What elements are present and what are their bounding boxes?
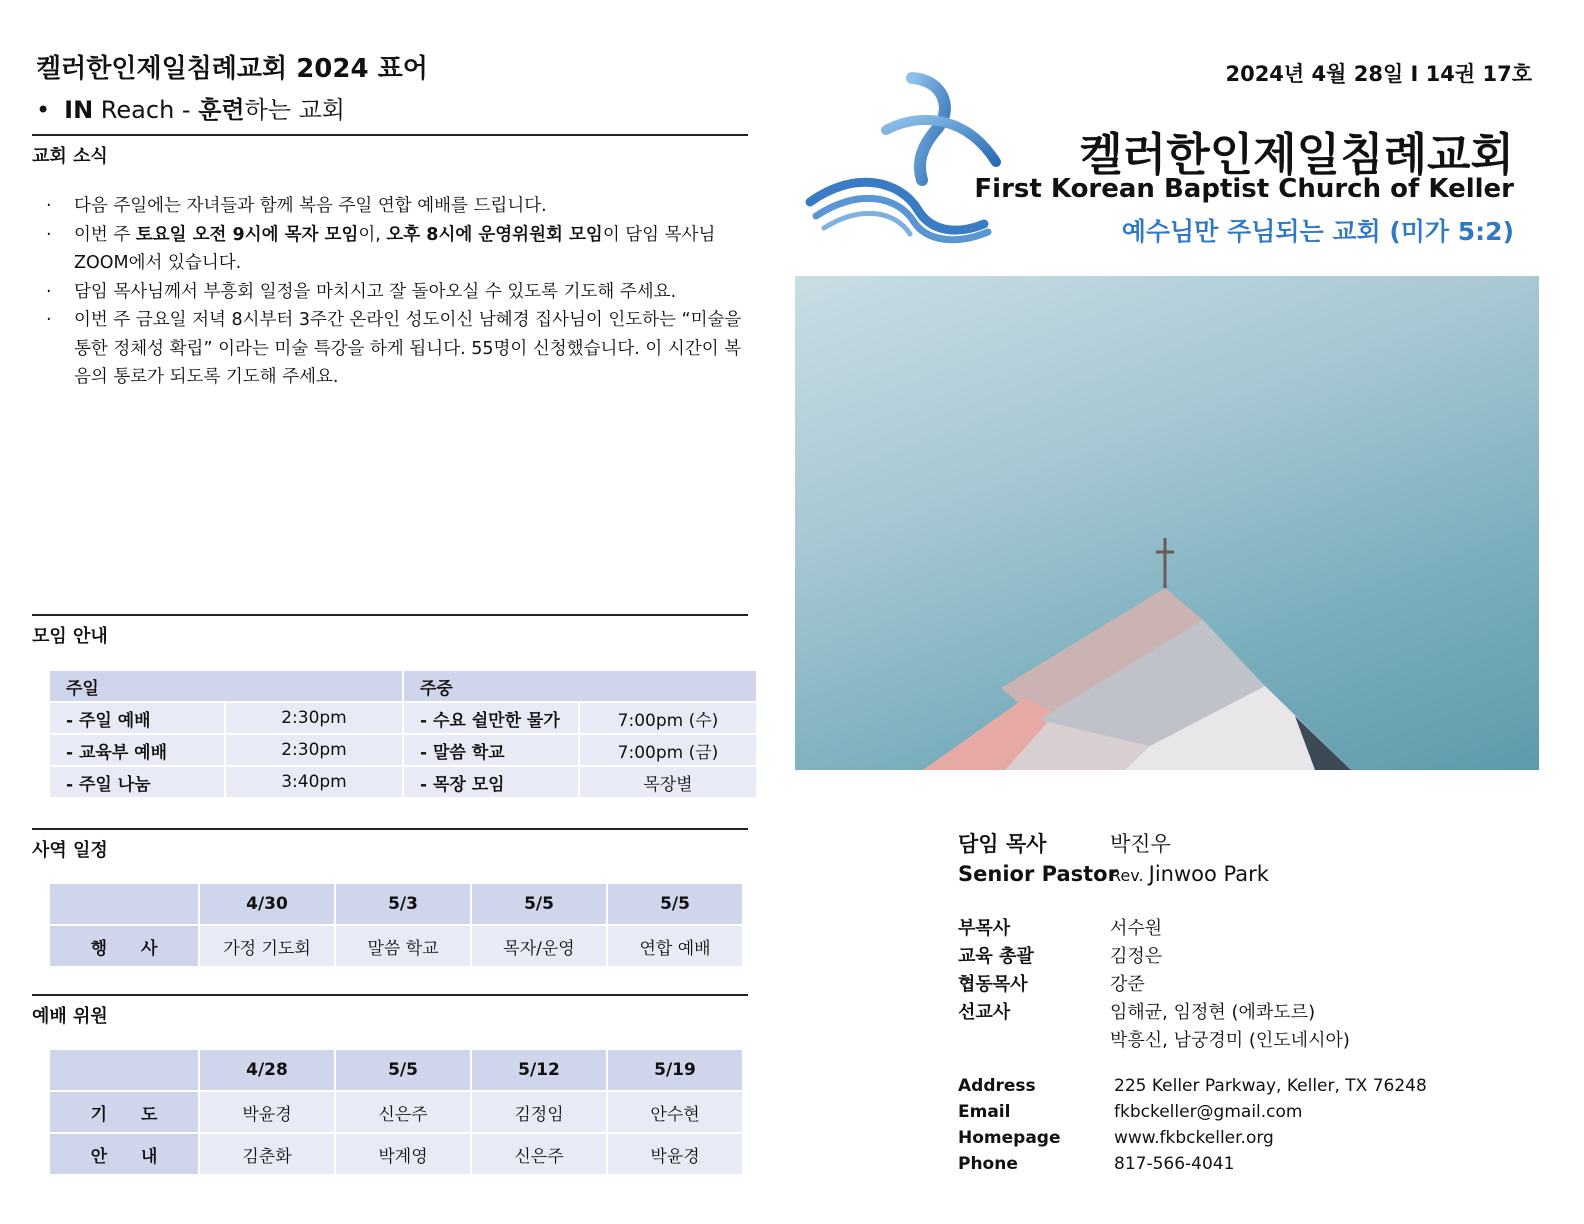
prayer-label: 기 도 xyxy=(50,1092,198,1132)
news-list xyxy=(46,192,746,392)
meeting-time: 3:40pm xyxy=(226,767,402,797)
church-logo xyxy=(804,70,1004,254)
worship-title: 예배 위원 xyxy=(32,1006,108,1027)
prayer-name: 김정임 xyxy=(472,1092,606,1132)
table-row xyxy=(50,767,756,797)
worship-date: 5/12 xyxy=(472,1050,606,1090)
meeting-name: - 말씀 학교 xyxy=(404,735,578,765)
associate-pastor-name: 서수원 xyxy=(1110,918,1163,939)
news-item xyxy=(46,306,746,392)
worship-date: 5/5 xyxy=(336,1050,470,1090)
meeting-time: 2:30pm xyxy=(226,703,402,733)
usher-label: 안 내 xyxy=(50,1134,198,1174)
senior-pastor-en-name xyxy=(1110,862,1269,886)
church-name-english: First Korean Baptist Church of Keller xyxy=(974,174,1514,204)
usher-name: 신은주 xyxy=(472,1134,606,1174)
motto-line xyxy=(36,90,345,125)
schedule-date: 4/30 xyxy=(200,884,334,924)
missionary-names: 박흥신, 남궁경미 (인도네시아) xyxy=(1110,1030,1350,1051)
worship-date: 5/19 xyxy=(608,1050,742,1090)
education-director-label: 교육 총괄 xyxy=(958,946,1034,967)
meeting-name: - 목장 모임 xyxy=(404,767,578,797)
usher-name: 박윤경 xyxy=(608,1134,742,1174)
motto-church: 하는 교회 xyxy=(244,96,345,124)
associate-pastor-label: 부목사 xyxy=(958,918,1011,939)
meeting-name: - 교육부 예배 xyxy=(50,735,224,765)
meeting-time: 7:00pm (금) xyxy=(580,735,756,765)
news-text: 다음 주일에는 자녀들과 함께 복음 주일 연합 예배를 드립니다. xyxy=(74,196,547,216)
phone-label: Phone xyxy=(958,1154,1018,1174)
news-item xyxy=(46,192,746,221)
homepage-label: Homepage xyxy=(958,1128,1061,1148)
motto-title: 켈러한인제일침례교회 2024 표어 xyxy=(36,54,428,84)
usher-name: 김춘화 xyxy=(200,1134,334,1174)
divider xyxy=(32,134,748,136)
senior-pastor-en-label: Senior Pastor xyxy=(958,862,1118,886)
missionary-names: 임해균, 임정현 (에콰도르) xyxy=(1110,1002,1316,1023)
cooperating-pastor-label: 협동목사 xyxy=(958,974,1028,995)
worship-date: 4/28 xyxy=(200,1050,334,1090)
sunday-header: 주일 xyxy=(50,671,402,701)
bullet: · xyxy=(46,196,52,216)
schedule-row-label: 행 사 xyxy=(50,926,198,966)
table-row xyxy=(50,926,742,966)
prayer-name: 박윤경 xyxy=(200,1092,334,1132)
news-text: 담임 목사님께서 부흥회 일정을 마치시고 잘 돌아오실 수 있도록 기도해 주세요. xyxy=(74,281,677,302)
motto-reach: Reach - xyxy=(93,96,199,124)
schedule-table xyxy=(48,882,744,968)
table-row xyxy=(50,1092,742,1132)
bullet: · xyxy=(46,281,52,302)
divider xyxy=(32,614,748,616)
schedule-date: 5/3 xyxy=(336,884,470,924)
schedule-date: 5/5 xyxy=(472,884,606,924)
table-row xyxy=(50,1134,742,1174)
divider xyxy=(32,994,748,996)
divider xyxy=(32,828,748,830)
schedule-event: 가정 기도회 xyxy=(200,926,334,966)
meeting-time: 2:30pm xyxy=(226,735,402,765)
church-slogan: 예수님만 주님되는 교회 (미가 5:2) xyxy=(1121,217,1514,246)
schedule-event: 연합 예배 xyxy=(608,926,742,966)
table-row xyxy=(50,703,756,733)
bullet: · xyxy=(46,310,52,330)
address-label: Address xyxy=(958,1076,1036,1096)
news-text: 이 담임 목사님 ZOOM에서 있습니다. xyxy=(74,224,716,273)
schedule-event: 말씀 학교 xyxy=(336,926,470,966)
email-value: fkbckeller@gmail.com xyxy=(1114,1102,1303,1122)
name: Jinwoo Park xyxy=(1148,862,1269,886)
meetings-title: 모임 안내 xyxy=(32,626,108,647)
address-value: 225 Keller Parkway, Keller, TX 76248 xyxy=(1114,1076,1427,1096)
news-text: 이, xyxy=(358,224,387,245)
phone-value: 817-566-4041 xyxy=(1114,1154,1235,1174)
news-item xyxy=(46,221,746,278)
news-title: 교회 소식 xyxy=(32,146,108,167)
homepage-value: www.fkbckeller.org xyxy=(1114,1128,1274,1148)
education-director-name: 김정은 xyxy=(1110,946,1163,967)
news-text-bold: 토요일 오전 9시에 목자 모임 xyxy=(135,224,359,245)
news-text: 이번 주 xyxy=(74,224,136,245)
meetings-table xyxy=(48,669,758,799)
meeting-name: - 수요 쉴만한 물가 xyxy=(404,703,578,733)
senior-pastor-name: 박진우 xyxy=(1110,832,1171,856)
worship-table xyxy=(48,1048,744,1176)
bullet: • xyxy=(36,96,51,124)
prayer-name: 신은주 xyxy=(336,1092,470,1132)
senior-pastor-label: 담임 목사 xyxy=(958,832,1047,856)
meeting-name: - 주일 예배 xyxy=(50,703,224,733)
motto-in: IN xyxy=(64,96,94,124)
news-item xyxy=(46,278,746,307)
table-corner xyxy=(50,884,198,924)
news-text: 이번 주 금요일 저녁 8시부터 3주간 온라인 성도이신 남혜경 집사님이 인도하는 “미술을 통한 정체성 확립” 이라는 미술 특강을 하게 됩니다. 55명이 신청했습니다. 이 시간이 복음의 통로가 되도록 기도해 주세요. xyxy=(74,310,742,387)
table-corner xyxy=(50,1050,198,1090)
weekday-header: 주중 xyxy=(404,671,756,701)
missionary-label: 선교사 xyxy=(958,1002,1011,1023)
motto-training: 훈련 xyxy=(198,96,245,124)
meeting-name: - 주일 나눔 xyxy=(50,767,224,797)
schedule-date: 5/5 xyxy=(608,884,742,924)
schedule-title: 사역 일정 xyxy=(32,840,108,861)
issue-date: 2024년 4월 28일 I 14권 17호 xyxy=(1225,62,1532,86)
table-row xyxy=(50,735,756,765)
email-label: Email xyxy=(958,1102,1011,1122)
meeting-time: 7:00pm (수) xyxy=(580,703,756,733)
meeting-time: 목장별 xyxy=(580,767,756,797)
cooperating-pastor-name: 강준 xyxy=(1110,974,1145,995)
prayer-name: 안수현 xyxy=(608,1092,742,1132)
news-text-bold: 오후 8시에 운영위원회 모임 xyxy=(386,224,603,245)
church-name-korean: 켈러한인제일침례교회 xyxy=(1079,128,1514,181)
schedule-event: 목자/운영 xyxy=(472,926,606,966)
title-prefix: Rev. xyxy=(1110,866,1149,885)
church-photo xyxy=(795,276,1539,770)
bullet: · xyxy=(46,224,52,245)
usher-name: 박계영 xyxy=(336,1134,470,1174)
